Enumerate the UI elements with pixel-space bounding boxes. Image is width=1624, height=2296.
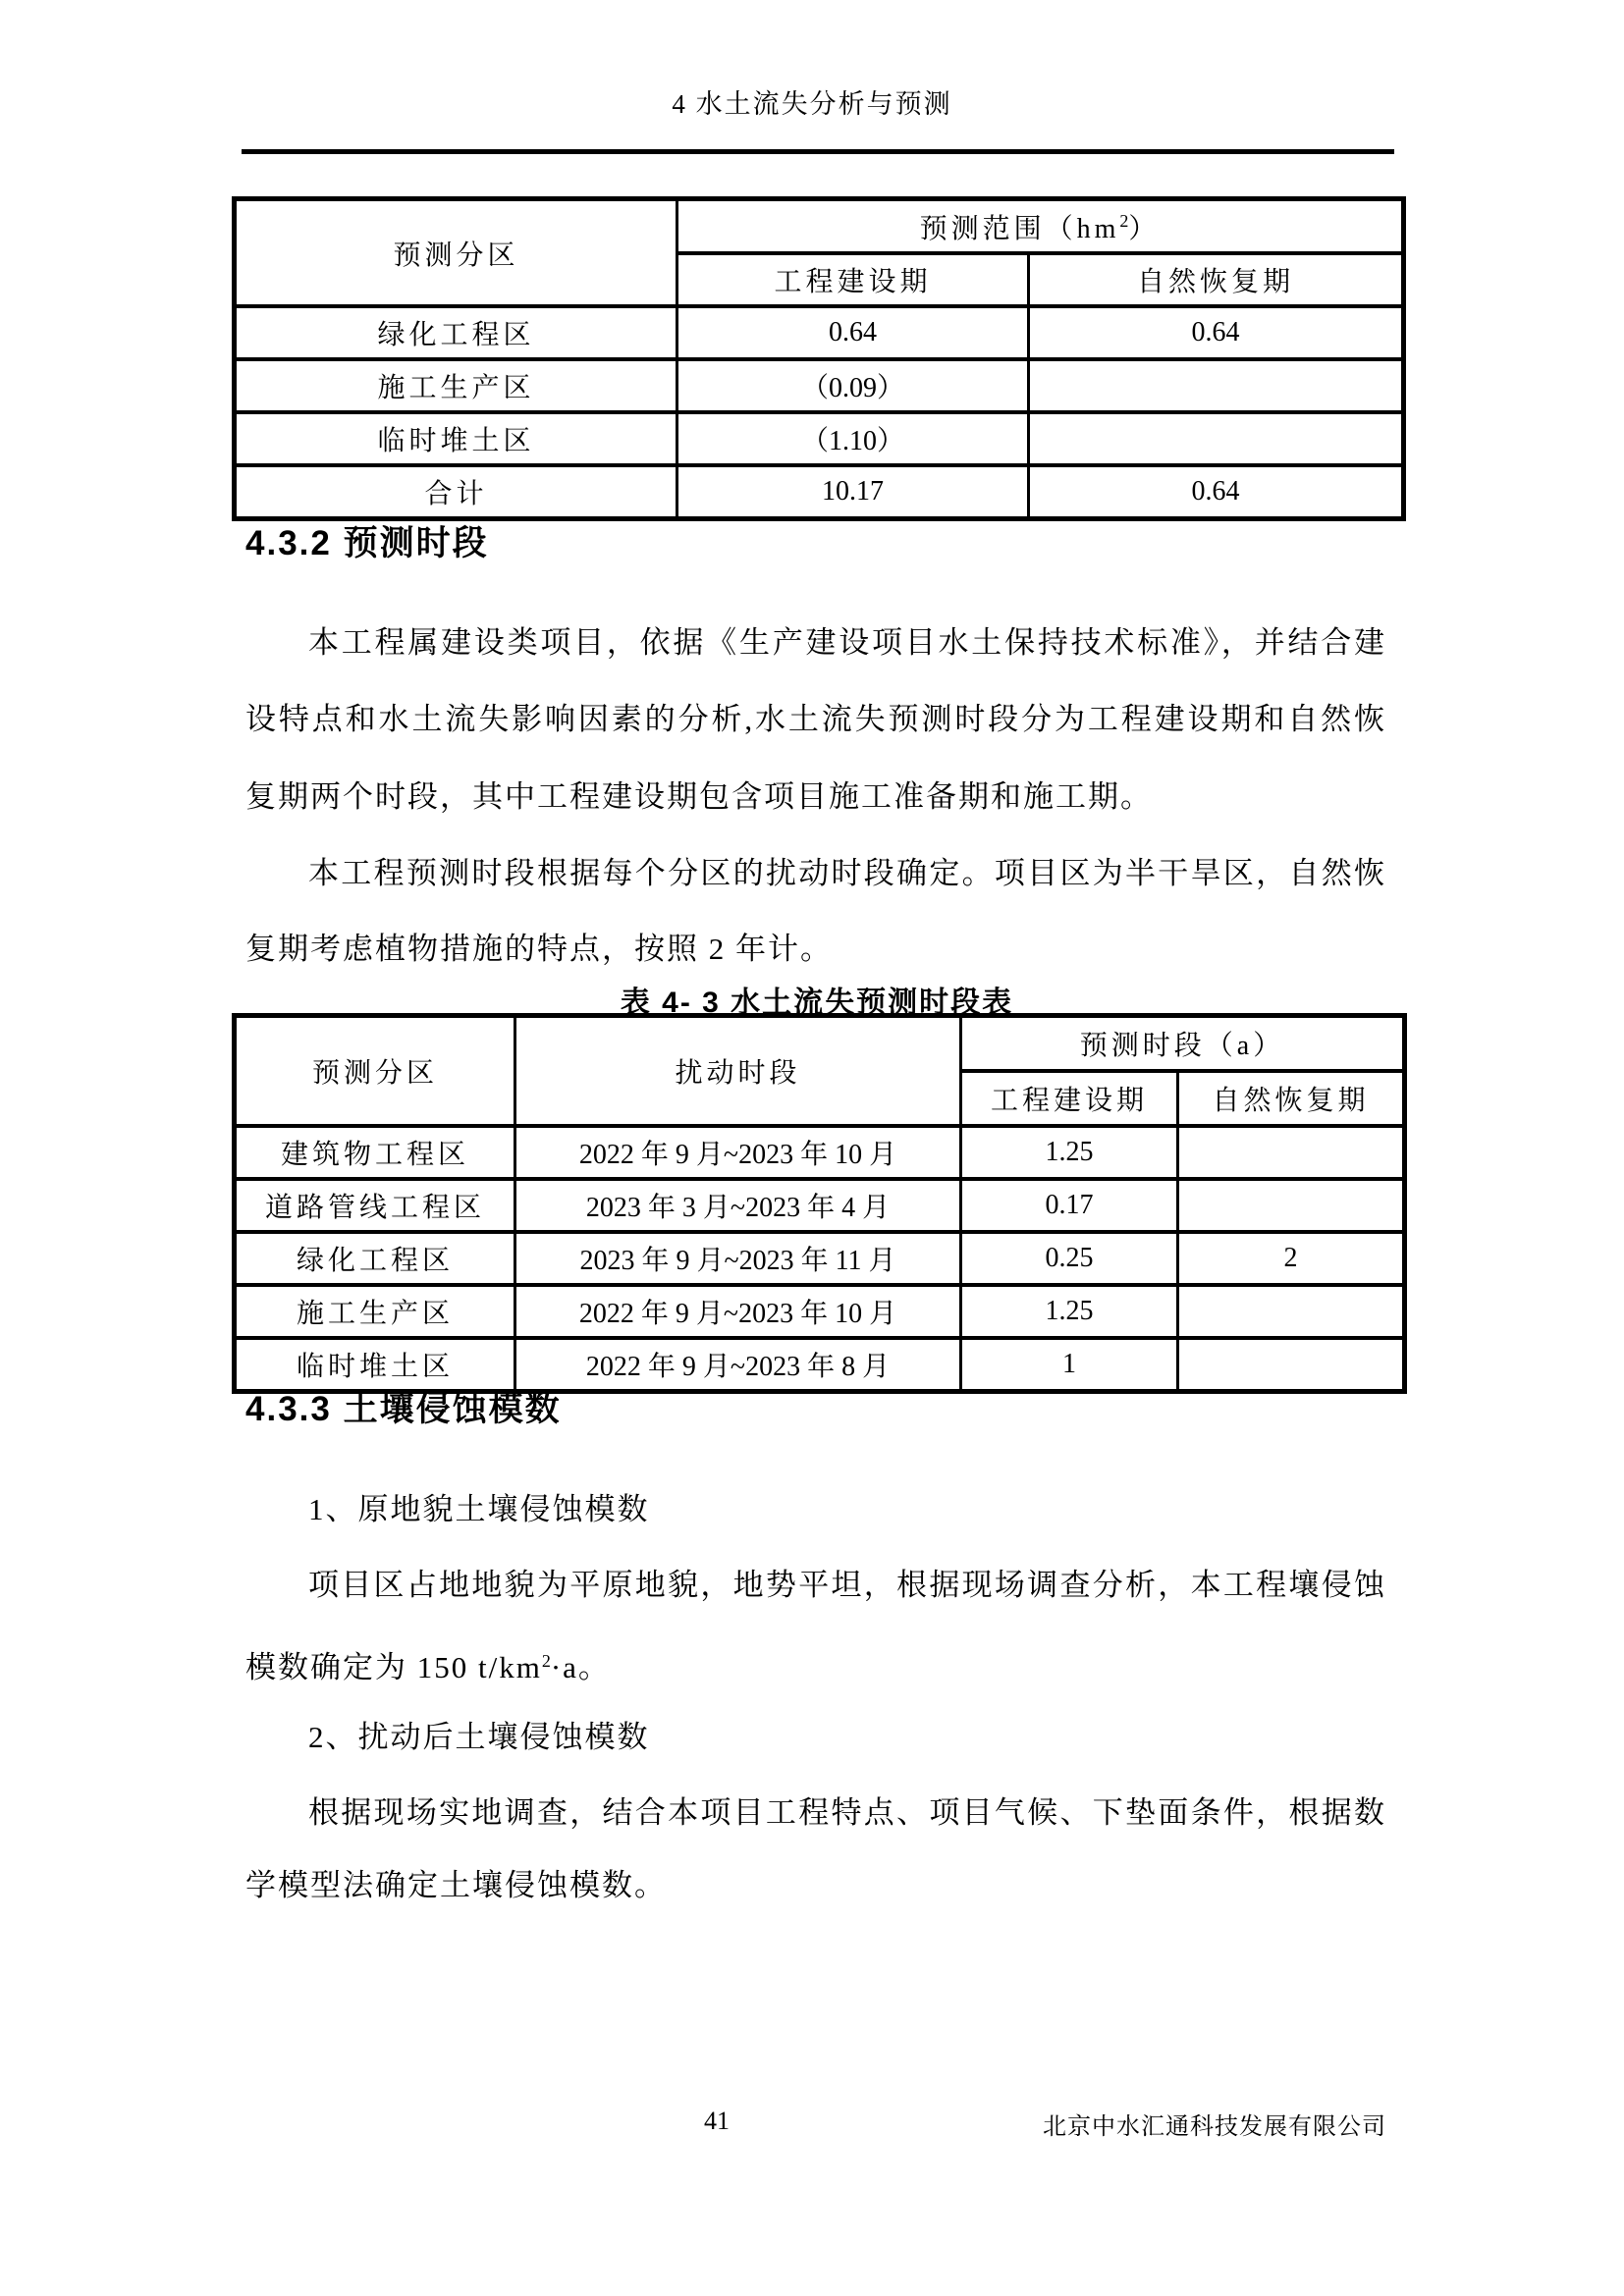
superscript-2: 2 [541,1651,551,1671]
table-row [235,1179,1405,1232]
paragraph-line: 设特点和水土流失影响因素的分析,水土流失预测时段分为工程建设期和自然恢 [245,702,1386,736]
cell-zone: 建筑物工程区 [235,1126,515,1179]
prediction-scope-table [232,196,1406,521]
page-number: 41 [704,2107,730,2135]
paragraph-line: 本工程属建设类项目，依据《生产建设项目水土保持技术标准》，并结合建 [308,625,1386,660]
paragraph-line: 根据现场实地调查，结合本项目工程特点、项目气候、下垫面条件，根据数 [308,1795,1386,1830]
col-header-construction: 工程建设期 [961,1071,1178,1126]
prediction-period-table [232,1013,1407,1394]
cell-zone: 临时堆土区 [235,1338,515,1392]
col-header-zone: 预测分区 [235,199,677,307]
col-header-recovery: 自然恢复期 [1178,1071,1405,1126]
table-row [235,306,1404,359]
cell-recovery [1178,1285,1405,1338]
col-header-period: 预测时段（a） [961,1016,1405,1072]
cell-construction: 0.64 [677,306,1029,359]
cell-zone-total: 合计 [235,465,677,519]
cell-construction: （0.09） [677,359,1029,412]
cell-recovery [1029,359,1404,412]
table-row [235,1285,1405,1338]
cell-zone: 绿化工程区 [235,306,677,359]
cell-construction: 1 [961,1338,1178,1392]
header-rule [242,149,1394,154]
cell-disturb-period: 2022 年 9 月~2023 年 10 月 [515,1285,961,1338]
paragraph-line: 复期考虑植物措施的特点，按照 2 年计。 [245,932,833,966]
table-row [235,412,1404,465]
cell-recovery: 2 [1178,1232,1405,1285]
paragraph-line: 复期两个时段，其中工程建设期包含项目施工准备期和施工期。 [245,779,1153,814]
cell-recovery: 0.64 [1029,306,1404,359]
table-row [235,1126,1405,1179]
cell-disturb-period: 2023 年 3 月~2023 年 4 月 [515,1179,961,1232]
list-item-line: 2、扰动后土壤侵蚀模数 [308,1720,650,1754]
cell-disturb-period: 2022 年 9 月~2023 年 10 月 [515,1126,961,1179]
cell-recovery [1178,1179,1405,1232]
col-header-zone: 预测分区 [235,1016,515,1127]
erosion-modulus-unit: ·a。 [550,1650,611,1684]
cell-construction: 0.25 [961,1232,1178,1285]
section-heading-433: 4.3.3 土壤侵蚀模数 [245,1390,562,1428]
cell-recovery [1178,1338,1405,1392]
cell-zone: 施工生产区 [235,359,677,412]
footer-company: 北京中水汇通科技发展有限公司 [1043,2114,1386,2140]
section-heading-432: 4.3.2 预测时段 [245,524,489,562]
cell-zone: 道路管线工程区 [235,1179,515,1232]
table-row [235,1232,1405,1285]
table-row [235,359,1404,412]
col-header-construction: 工程建设期 [677,253,1029,306]
cell-recovery [1178,1126,1405,1179]
cell-disturb-period: 2022 年 9 月~2023 年 8 月 [515,1338,961,1392]
table-row [235,199,1404,254]
paragraph-line: 学模型法确定土壤侵蚀模数。 [245,1868,667,1902]
list-item-line: 1、原地貌土壤侵蚀模数 [308,1492,650,1526]
cell-construction: 1.25 [961,1126,1178,1179]
paragraph-line: 项目区占地地貌为平原地貌，地势平坦，根据现场调查分析，本工程壤侵蚀 [308,1568,1386,1602]
superscript-2: 2 [1119,210,1129,231]
cell-construction: 0.17 [961,1179,1178,1232]
table-caption: 表 4- 3 水土流失预测时段表 [620,987,1014,1019]
cell-construction: 10.17 [677,465,1029,519]
cell-zone: 绿化工程区 [235,1232,515,1285]
range-title-close: ） [1128,213,1161,244]
table-row [235,1016,1405,1072]
page-header-title: 4 水土流失分析与预测 [672,89,952,119]
col-header-disturb: 扰动时段 [515,1016,961,1127]
erosion-modulus-text: 模数确定为 150 t/km [245,1650,542,1684]
cell-zone: 临时堆土区 [235,412,677,465]
paragraph-line: 本工程预测时段根据每个分区的扰动时段确定。项目区为半干旱区，自然恢 [308,856,1386,890]
cell-construction: 1.25 [961,1285,1178,1338]
cell-construction: （1.10） [677,412,1029,465]
range-title-text: 预测范围（hm [919,213,1120,244]
col-header-recovery: 自然恢复期 [1029,253,1404,306]
cell-recovery [1029,412,1404,465]
cell-recovery: 0.64 [1029,465,1404,519]
table-row [235,465,1404,519]
cell-disturb-period: 2023 年 9 月~2023 年 11 月 [515,1232,961,1285]
cell-zone: 施工生产区 [235,1285,515,1338]
col-header-range [677,199,1404,254]
paragraph-line [245,1641,1386,1684]
